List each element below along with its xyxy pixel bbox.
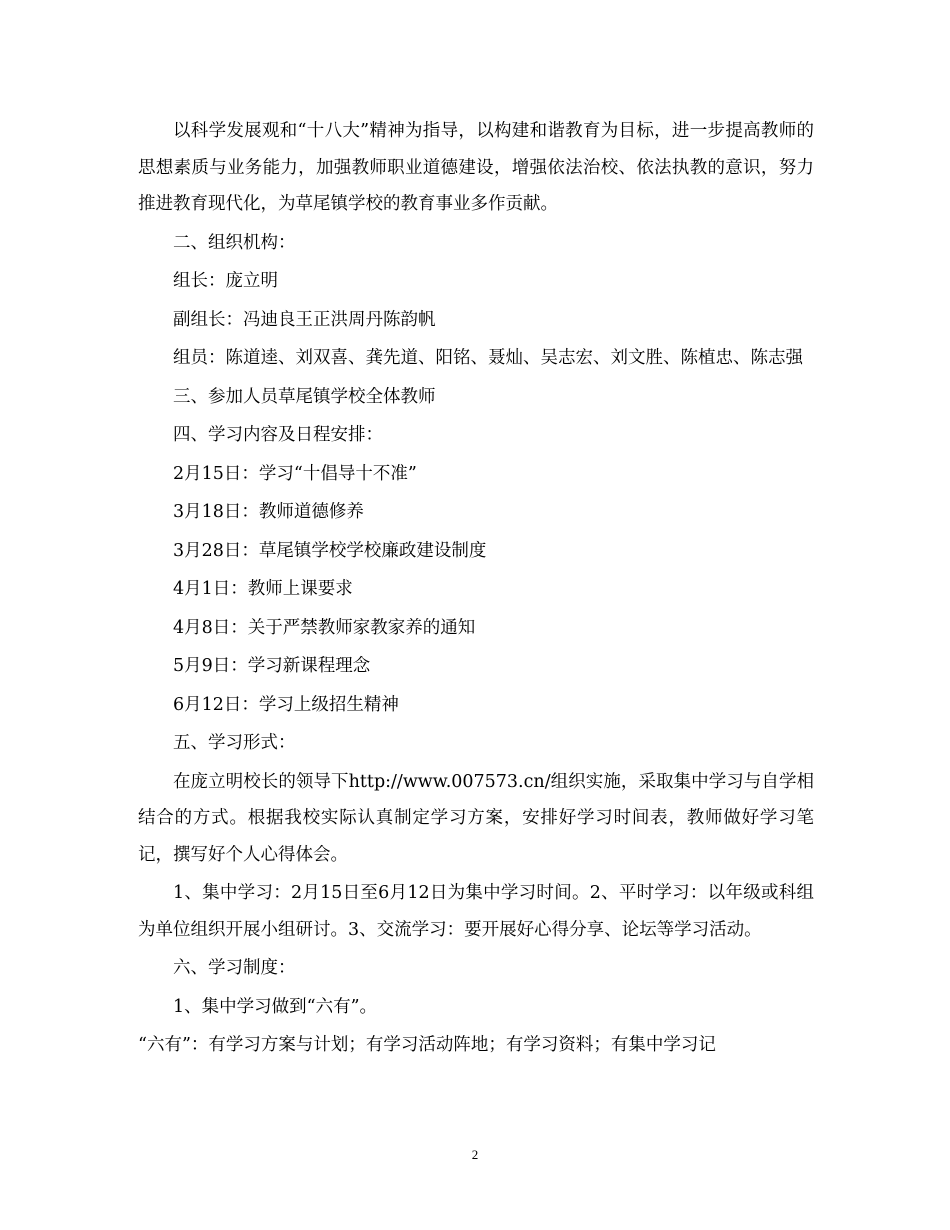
deputy-group-leader: 副组长：冯迪良王正洪周丹陈韵帆 [173,309,436,330]
paragraph-learning-types: 1、集中学习：2月15日至6月12日为集中学习时间。2、平时学习：以年级或科组为单位组织开展小组研讨。3、交流学习：要开展好心得分享、论坛等学习活动。 [138,883,814,940]
schedule-item: 4月8日：关于严禁教师家教家养的通知 [173,617,476,638]
group-leader: 组长：庞立明 [173,271,278,291]
schedule-item: 2月15日：学习“十倡导十不准” [173,463,417,484]
paragraph-guiding-principle: 以科学发展观和“十八大”精神为指导，以构建和谐教育为目标，进一步提高教师的思想素质与业务能力，加强教师职业道德建设，增强依法治校、依法执教的意识，努力推进教育现代化，为草尾镇学校的教育事业多作贡献。 [138,121,814,214]
schedule-item: 6月12日：学习上级招生精神 [173,694,399,715]
heading-learning-system: 六、学习制度： [173,958,296,978]
schedule-item: 3月28日：草尾镇学校学校廉政建设制度 [173,540,487,561]
document-body [138,113,814,1064]
schedule-item: 3月18日：教师道德修养 [173,502,364,522]
heading-participants: 三、参加人员草尾镇学校全体教师 [173,386,436,407]
schedule-item: 4月1日：教师上课要求 [173,579,353,599]
group-members: 组员：陈道逵、刘双喜、龚先道、阳铭、聂灿、吴志宏、刘文胜、陈植忠、陈志强 [173,348,803,368]
heading-learning-form: 五、学习形式： [173,733,296,753]
paragraph-six-haves: 1、集中学习做到“六有”。 [173,996,378,1017]
schedule-item: 5月9日：学习新课程理念 [173,656,371,676]
paragraph-learning-form: 在庞立明校长的领导下http://www.007573.cn/组织实施，采取集中学习与自学相结合的方式。根据我校实际认真制定学习方案，安排好学习时间表，教师做好学习笔记，撰写好个人心得体会。 [138,771,814,865]
heading-organization: 二、组织机构： [173,232,296,253]
paragraph-six-haves-detail: “六有”：有学习方案与计划；有学习活动阵地；有学习资料；有集中学习记 [138,1035,716,1055]
heading-schedule: 四、学习内容及日程安排： [173,425,383,445]
page-number: 2 [471,1147,479,1162]
